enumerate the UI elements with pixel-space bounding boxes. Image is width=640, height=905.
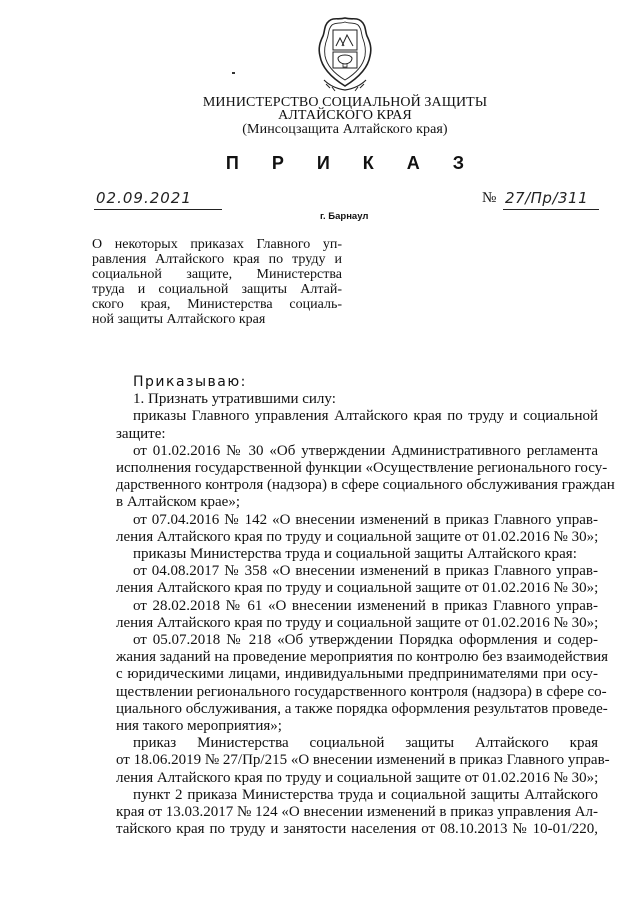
body-line: жания заданий на проведение мероприятия по контролю без взаимодействия xyxy=(116,649,608,666)
subject-line: социальной защите, Министерства xyxy=(92,267,342,282)
body-line: ления Алтайского края по труду и социальной защите от 01.02.2016 № 30»; xyxy=(116,528,599,545)
body-line: дарственного контроля (надзора) в сфере социального обслуживания граждан xyxy=(116,477,615,494)
body-line: в Алтайском крае»; xyxy=(116,494,240,511)
ministry-short-name: (Минсоцзащита Алтайского края) xyxy=(242,122,448,137)
date-field xyxy=(94,189,222,210)
body-line: циального обслуживания, а также порядка оформления результатов проведе- xyxy=(116,700,608,717)
body-line: ния такого мероприятия»; xyxy=(116,718,282,735)
body-line: от 28.02.2018 № 61 «О внесении изменений в приказ Главного управ- xyxy=(133,597,598,614)
body-line: края от 13.03.2017 № 124 «О внесении изменений в приказ управления Ал- xyxy=(116,804,598,821)
body-line: от 01.02.2016 № 30 «Об утверждении Административного регламента xyxy=(133,442,598,459)
ministry-name-line1: МИНИСТЕРСТВО СОЦИАЛЬНОЙ ЗАЩИТЫ xyxy=(202,95,488,110)
body-line: исполнения государственной функции «Осуществление регионального госу- xyxy=(116,460,608,477)
subject-line: труда и социальной защиты Алтай- xyxy=(92,282,342,297)
handwritten-date: 02.09.2021 xyxy=(96,189,192,207)
body-line: от 07.04.2016 № 142 «О внесении изменений в приказ Главного управ- xyxy=(133,511,598,528)
ministry-name-line2: АЛТАЙСКОГО КРАЯ xyxy=(278,108,412,123)
scan-speck xyxy=(232,72,235,74)
body-line: ществлении регионального государственного контроля (надзора) в сфере со- xyxy=(116,683,607,700)
body-line: приказы Главного управления Алтайского края по труду и социальной xyxy=(133,408,598,425)
document-type-title: П Р И К А З xyxy=(225,153,479,173)
subject-line: О некоторых приказах Главного уп- xyxy=(92,237,342,252)
body-line: 1. Признать утратившими силу: xyxy=(133,391,336,408)
body-line: ления Алтайского края по труду и социальной защите от 01.02.2016 № 30»; xyxy=(116,614,599,631)
coat-of-arms-emblem xyxy=(312,16,378,94)
order-subject xyxy=(92,237,342,327)
subject-line: ского края, Министерства социаль- xyxy=(92,297,342,312)
body-line: от 05.07.2018 № 218 «Об утверждении Порядка оформления и содер- xyxy=(133,632,598,649)
order-body xyxy=(116,374,615,838)
body-line: защите: xyxy=(116,425,166,442)
order-directive: Приказываю: xyxy=(133,374,247,390)
body-line: приказ Министерства социальной защиты Алтайского края xyxy=(133,735,598,752)
subject-line: равления Алтайского края по труду и xyxy=(92,252,342,267)
body-line: тайского края по труду и занятости населения от 08.10.2013 № 10-01/220, xyxy=(116,821,598,838)
body-line: ления Алтайского края по труду и социальной защите от 01.02.2016 № 30»; xyxy=(116,769,599,786)
body-line: от 04.08.2017 № 358 «О внесении изменений в приказ Главного управ- xyxy=(133,563,598,580)
body-line: приказы Министерства труда и социальной защиты Алтайского края: xyxy=(133,546,577,563)
body-line: пункт 2 приказа Министерства труда и социальной защиты Алтайского xyxy=(133,786,598,803)
number-field xyxy=(503,189,599,210)
body-line: от 18.06.2019 № 27/Пр/215 «О внесении изменений в приказ Главного управ- xyxy=(116,752,610,769)
handwritten-number: 27/Пр/311 xyxy=(505,189,589,207)
number-sign: № xyxy=(482,190,497,206)
body-line: ления Алтайского края по труду и социальной защите от 01.02.2016 № 30»; xyxy=(116,580,599,597)
subject-line: ной защиты Алтайского края xyxy=(92,312,266,327)
city-label: г. Барнаул xyxy=(320,211,369,222)
body-line: с юридическими лицами, индивидуальными предпринимателями при осу- xyxy=(116,666,598,683)
